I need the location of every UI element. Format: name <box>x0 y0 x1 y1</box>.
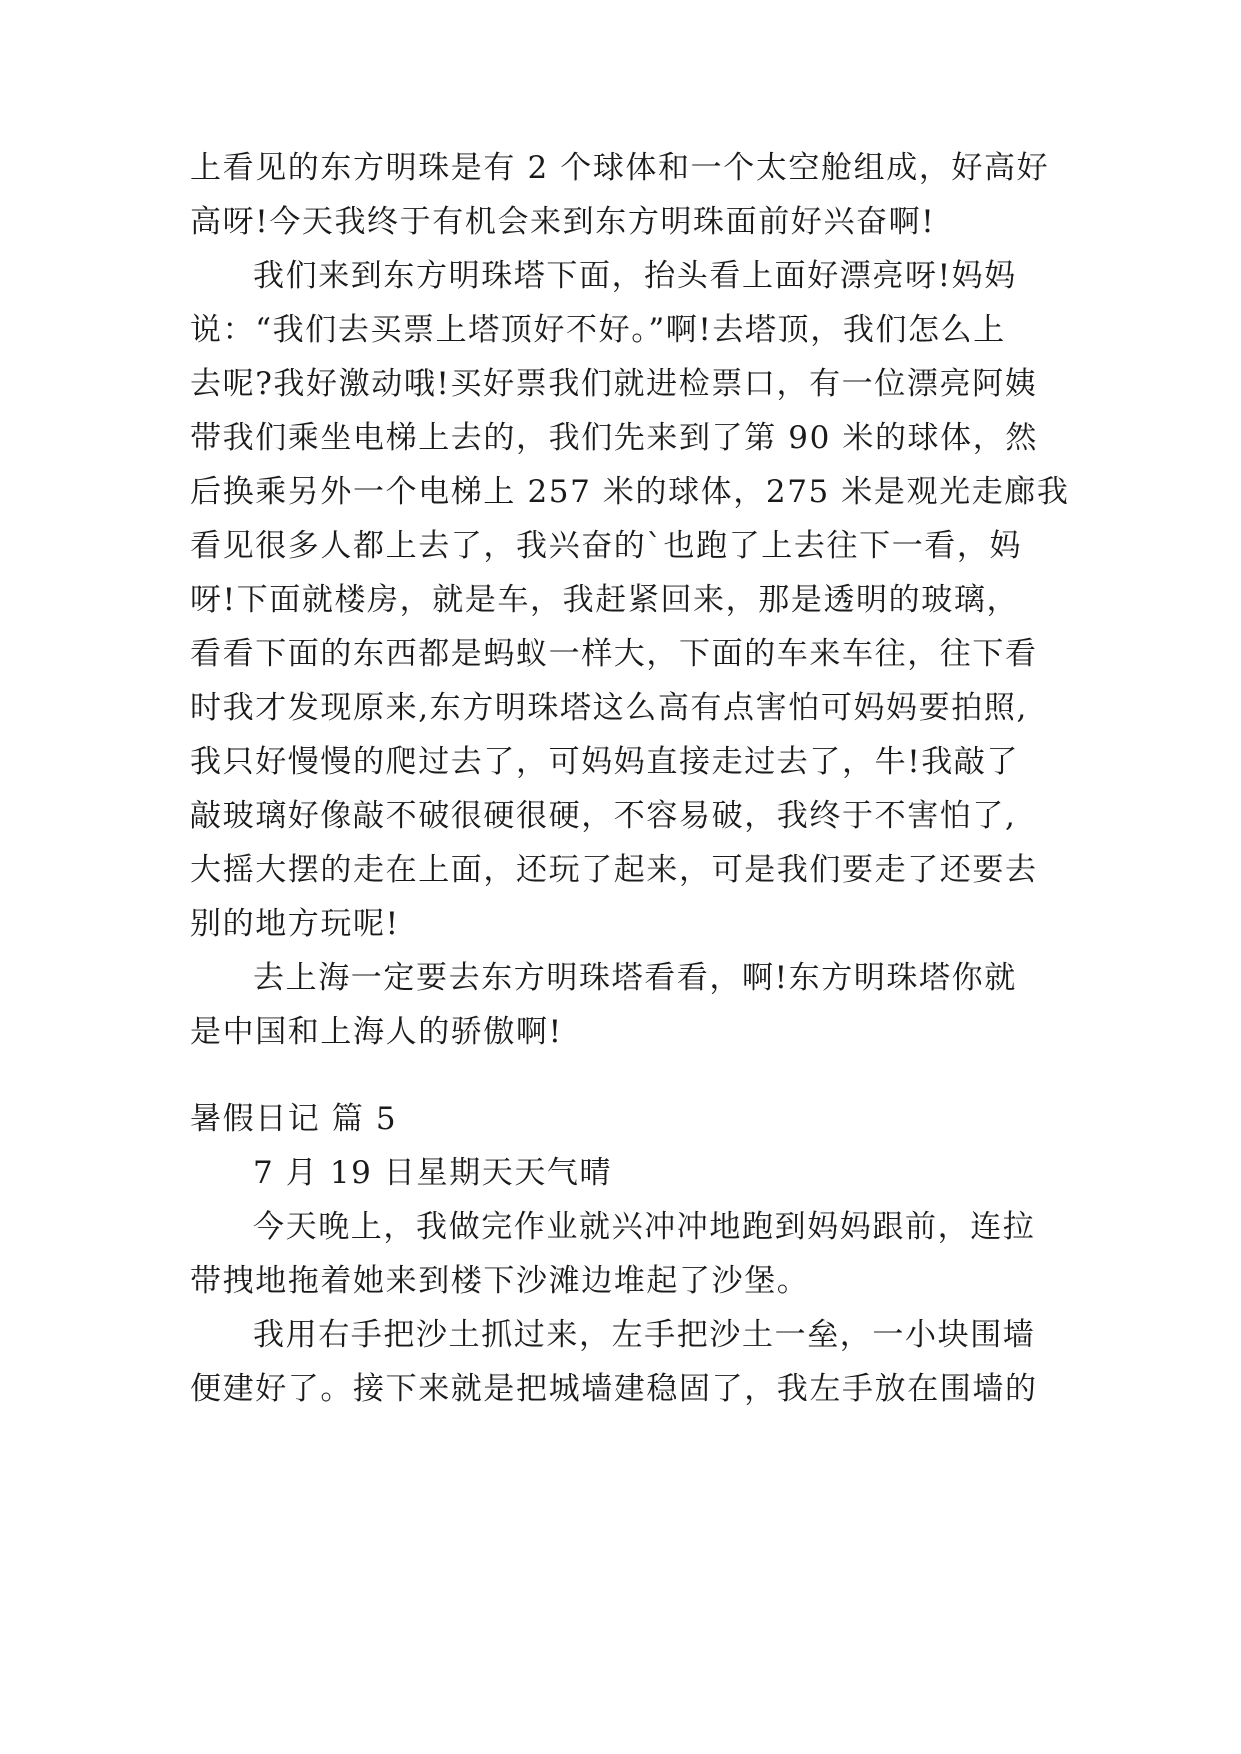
text-line: 时我才发现原来,东方明珠塔这么高有点害怕可妈妈要拍照, <box>190 690 1028 726</box>
text-line: 我们来到东方明珠塔下面，抬头看上面好漂亮呀!妈妈 <box>253 258 1017 294</box>
text-line: 别的地方玩呢! <box>190 906 400 942</box>
text-line: 高呀!今天我终于有机会来到东方明珠面前好兴奋啊! <box>190 204 936 240</box>
text-line: 看见很多人都上去了，我兴奋的`也跑了上去往下一看，妈 <box>190 528 1023 564</box>
text-line: 呀!下面就楼房，就是车，我赶紧回来，那是透明的玻璃， <box>190 582 1020 618</box>
text-line: 是中国和上海人的骄傲啊! <box>190 1014 563 1050</box>
text-line: 去呢?我好激动哦!买好票我们就进检票口，有一位漂亮阿姨 <box>190 366 1038 402</box>
text-line: 今天晚上，我做完作业就兴冲冲地跑到妈妈跟前，连拉 <box>253 1209 1036 1245</box>
text-line: 后换乘另外一个电梯上 257 米的球体，275 米是观光走廊我 <box>190 474 1070 510</box>
text-line: 说：“我们去买票上塔顶好不好。”啊!去塔顶，我们怎么上 <box>190 312 1006 348</box>
section-heading: 暑假日记 篇 5 <box>190 1101 398 1137</box>
text-line: 我只好慢慢的爬过去了，可妈妈直接走过去了，牛!我敲了 <box>190 744 1020 780</box>
text-line: 带我们乘坐电梯上去的，我们先来到了第 90 米的球体，然 <box>190 420 1038 456</box>
text-line: 看看下面的东西都是蚂蚁一样大，下面的车来车往，往下看 <box>190 636 1038 672</box>
text-line: 敲玻璃好像敲不破很硬很硬，不容易破，我终于不害怕了, <box>190 798 1017 834</box>
text-line: 去上海一定要去东方明珠塔看看，啊!东方明珠塔你就 <box>253 960 1017 996</box>
text-line: 大摇大摆的走在上面，还玩了起来，可是我们要走了还要去 <box>190 852 1038 888</box>
text-line: 便建好了。接下来就是把城墙建稳固了，我左手放在围墙的 <box>190 1371 1038 1407</box>
text-line: 带拽地拖着她来到楼下沙滩边堆起了沙堡。 <box>190 1263 810 1299</box>
diary-date: 7 月 19 日星期天天气晴 <box>253 1155 613 1191</box>
text-line: 上看见的东方明珠是有 2 个球体和一个太空舱组成，好高好 <box>190 150 1050 186</box>
text-line: 我用右手把沙土抓过来，左手把沙土一垒，一小块围墙 <box>253 1317 1036 1353</box>
